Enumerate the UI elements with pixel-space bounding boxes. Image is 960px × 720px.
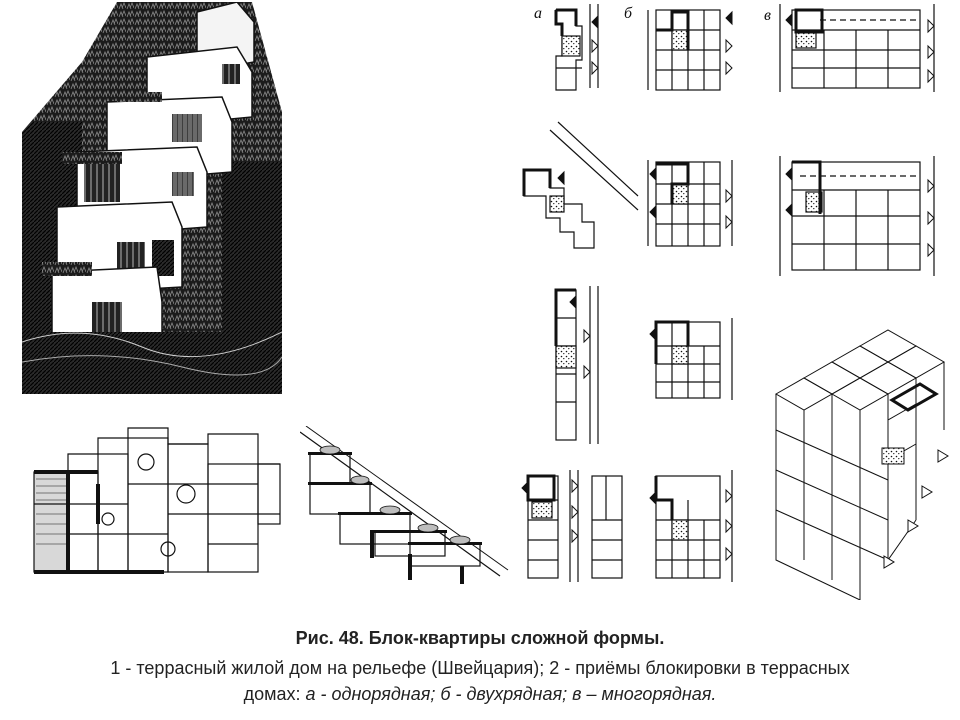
letter-b: б <box>624 5 633 22</box>
terraced-house-drawing <box>22 2 282 394</box>
floor-plan-drawing <box>28 424 286 580</box>
blocking-diagrams-svg <box>520 0 960 600</box>
terrace-section-drawing <box>300 426 512 586</box>
figure-caption-line1: 1 - террасный жилой дом на рельефе (Швейцария); 2 - приёмы блокировки в террасных <box>110 658 850 678</box>
terraced-house-photo <box>22 2 282 394</box>
floor-plan-svg <box>28 424 286 580</box>
figure-title: Рис. 48. Блок-квартиры сложной формы. <box>295 628 665 648</box>
blocking-diagrams <box>520 0 960 600</box>
letter-a: а <box>534 5 542 22</box>
terrace-section-svg <box>300 426 512 586</box>
caption-prefix: домах: <box>243 684 306 704</box>
figure-caption-line2 <box>0 682 960 706</box>
letter-v: в <box>764 7 771 24</box>
caption-variants: а - однорядная; б - двухрядная; в – многорядная. <box>305 684 717 704</box>
